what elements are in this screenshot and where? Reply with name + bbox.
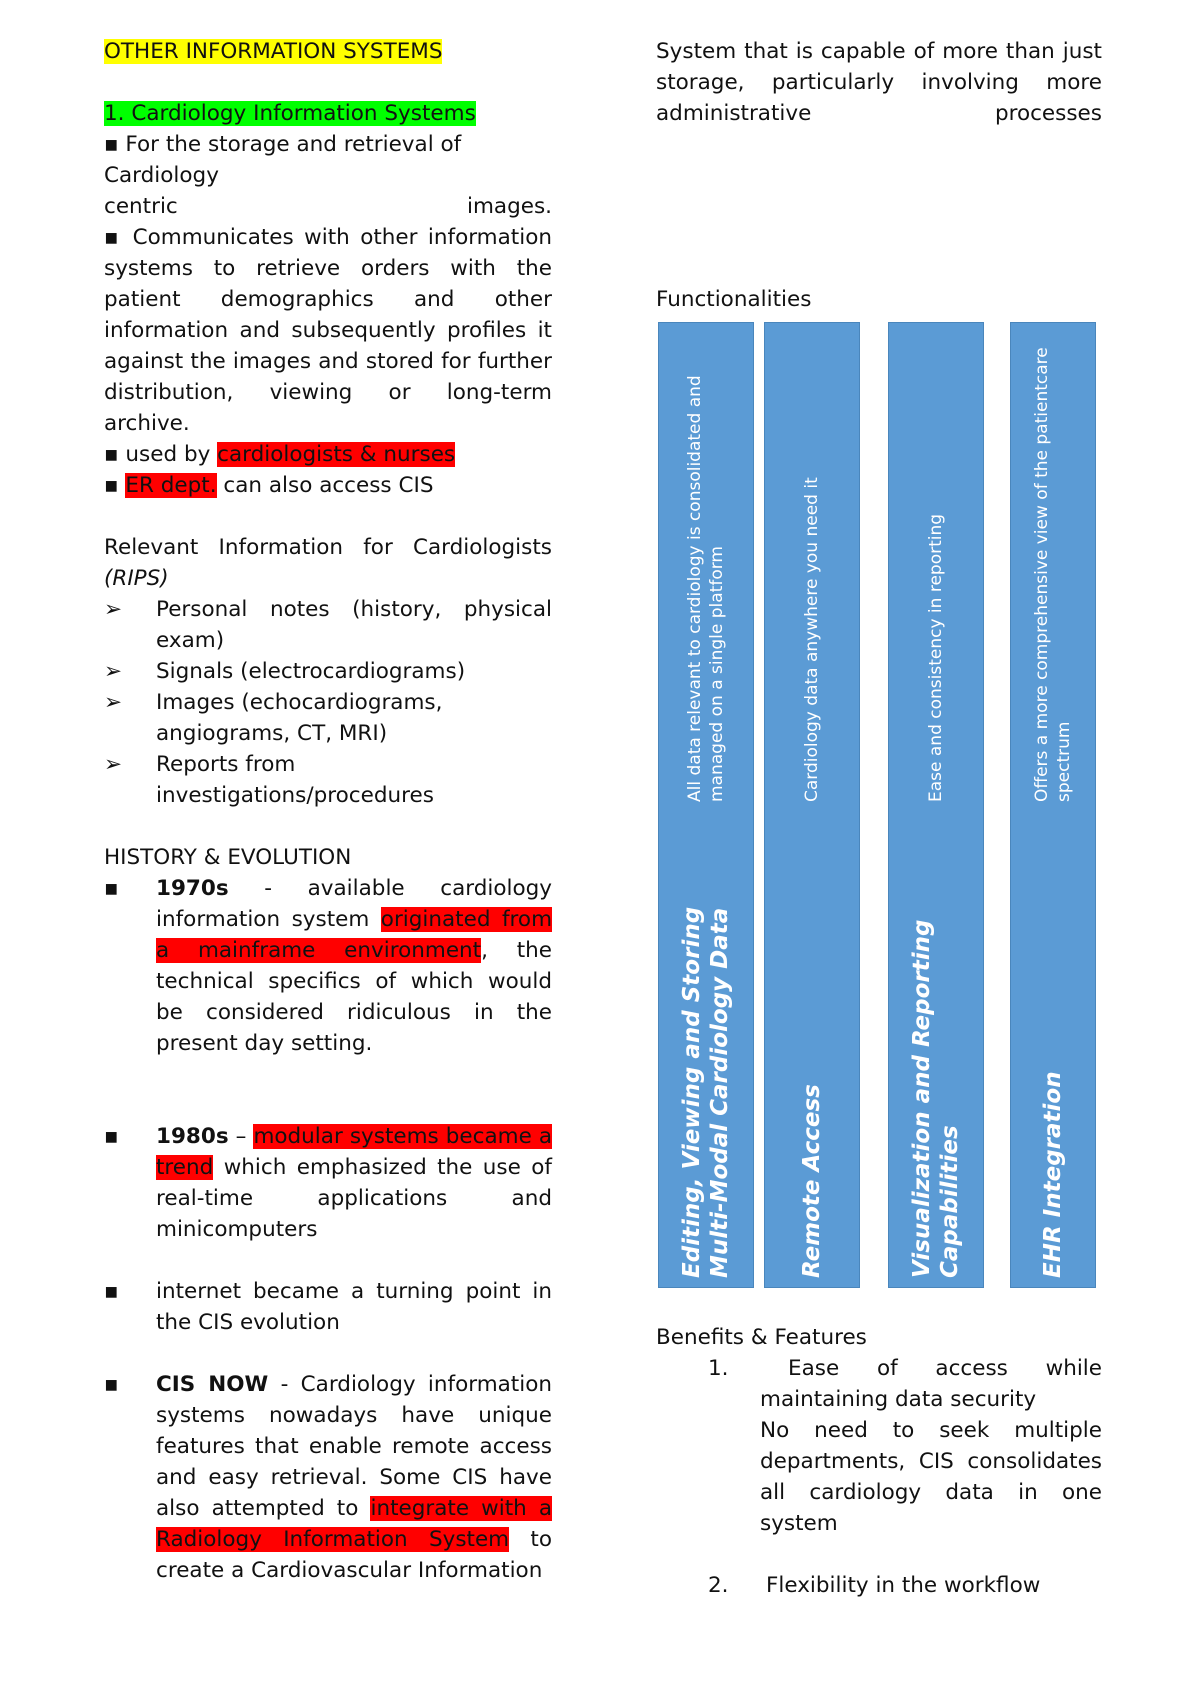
arrow-bullet-icon: ➢	[104, 597, 123, 622]
benefit-item-2: 2. Flexibility in the workflow	[656, 1570, 1102, 1601]
cis-er-access: ▪ ER dept. can also access CIS	[104, 473, 434, 498]
benefits-section	[656, 1322, 1102, 1601]
history-item-1970s: ▪ 1970s - available cardiology information system originated from a mainframe environment, the technical specifics of which would be considered ridiculous in the present day setting.	[104, 873, 552, 1059]
functionality-desc: Cardiology data anywhere you need it	[802, 477, 822, 802]
history-item-internet: ▪ internet became a turning point in the CIS evolution	[104, 1276, 552, 1338]
rips-abbr: (RIPS)	[104, 566, 169, 591]
functionality-title: Visualization and Reporting Capabilities	[909, 919, 963, 1278]
arrow-bullet-icon: ➢	[104, 659, 123, 684]
history-item-1980s: ▪ 1980s – modular systems became a trend which emphasized the use of real-time applications and minicomputers	[104, 1121, 552, 1245]
functionality-title: Remote Access	[799, 1084, 825, 1278]
list-item: ➢ Signals (electrocardiograms)	[104, 656, 552, 687]
list-item: ➢ Personal notes (history, physical exam)	[104, 594, 552, 656]
list-item: ➢ Images (echocardiograms, angiograms, CT, MRI)	[104, 687, 552, 749]
cis-line-2: Cardiology	[104, 163, 219, 188]
left-column	[104, 36, 552, 1586]
cis-paragraph: ▪ Communicates with other information systems to retrieve orders with the patient demographics and other information and subsequently profiles it against the images and stored for further distribution, viewing or long-term archive.	[104, 225, 552, 436]
page-title: OTHER INFORMATION SYSTEMS	[104, 39, 443, 64]
arrow-bullet-icon: ➢	[104, 690, 123, 715]
square-bullet-icon: ▪	[104, 1279, 119, 1304]
arrow-bullet-icon: ➢	[104, 752, 123, 777]
functionality-desc: All data relevant to cardiology is consolidated and managed on a single platform	[685, 375, 727, 802]
cis-line-1: ▪ For the storage and retrieval of	[104, 132, 462, 157]
section-heading-cis: 1. Cardiology Information Systems	[104, 101, 476, 126]
right-column	[656, 36, 1102, 129]
benefit-item-1: 1. Ease of access while maintaining data security No need to seek multiple departments, CIS consolidates all cardiology data in one system	[656, 1353, 1102, 1539]
functionalities-label: Functionalities	[656, 287, 812, 312]
functionalities-diagram	[658, 322, 1098, 1288]
functionality-bar	[658, 322, 754, 1288]
functionality-bar	[1010, 322, 1096, 1288]
functionality-desc: Offers a more comprehensive view of the patientcare spectrum	[1032, 347, 1074, 802]
functionality-bar	[764, 322, 860, 1288]
cis-line-3: centric images.	[104, 194, 552, 219]
rips-heading: Relevant Information for Cardiologists	[104, 535, 552, 560]
history-heading: HISTORY & EVOLUTION	[104, 845, 352, 870]
square-bullet-icon: ▪	[104, 1124, 119, 1149]
functionality-bar	[888, 322, 984, 1288]
functionality-title: Editing, Viewing and Storing Multi-Modal Cardiology Data	[679, 906, 733, 1278]
functionality-desc: Ease and consistency in reporting	[926, 513, 946, 802]
cis-used-by: ▪ used by cardiologists & nurses	[104, 442, 456, 467]
benefit-number: 2.	[708, 1573, 729, 1598]
functionality-title: EHR Integration	[1040, 1071, 1066, 1278]
list-item: ➢ Reports from investigations/procedures	[104, 749, 552, 811]
square-bullet-icon: ▪	[104, 1372, 119, 1397]
history-item-cis-now: ▪ CIS NOW - Cardiology information systems nowadays have unique features that enable remote access and easy retrieval. Some CIS have also attempted to integrate with a Radiology Information System to create a Cardiovascular Information	[104, 1369, 552, 1586]
benefit-number: 1.	[708, 1356, 729, 1381]
benefits-heading: Benefits & Features	[656, 1325, 867, 1350]
cis-continuation: System that is capable of more than just storage, particularly involving more administrative processes	[656, 39, 1102, 126]
square-bullet-icon: ▪	[104, 876, 119, 901]
